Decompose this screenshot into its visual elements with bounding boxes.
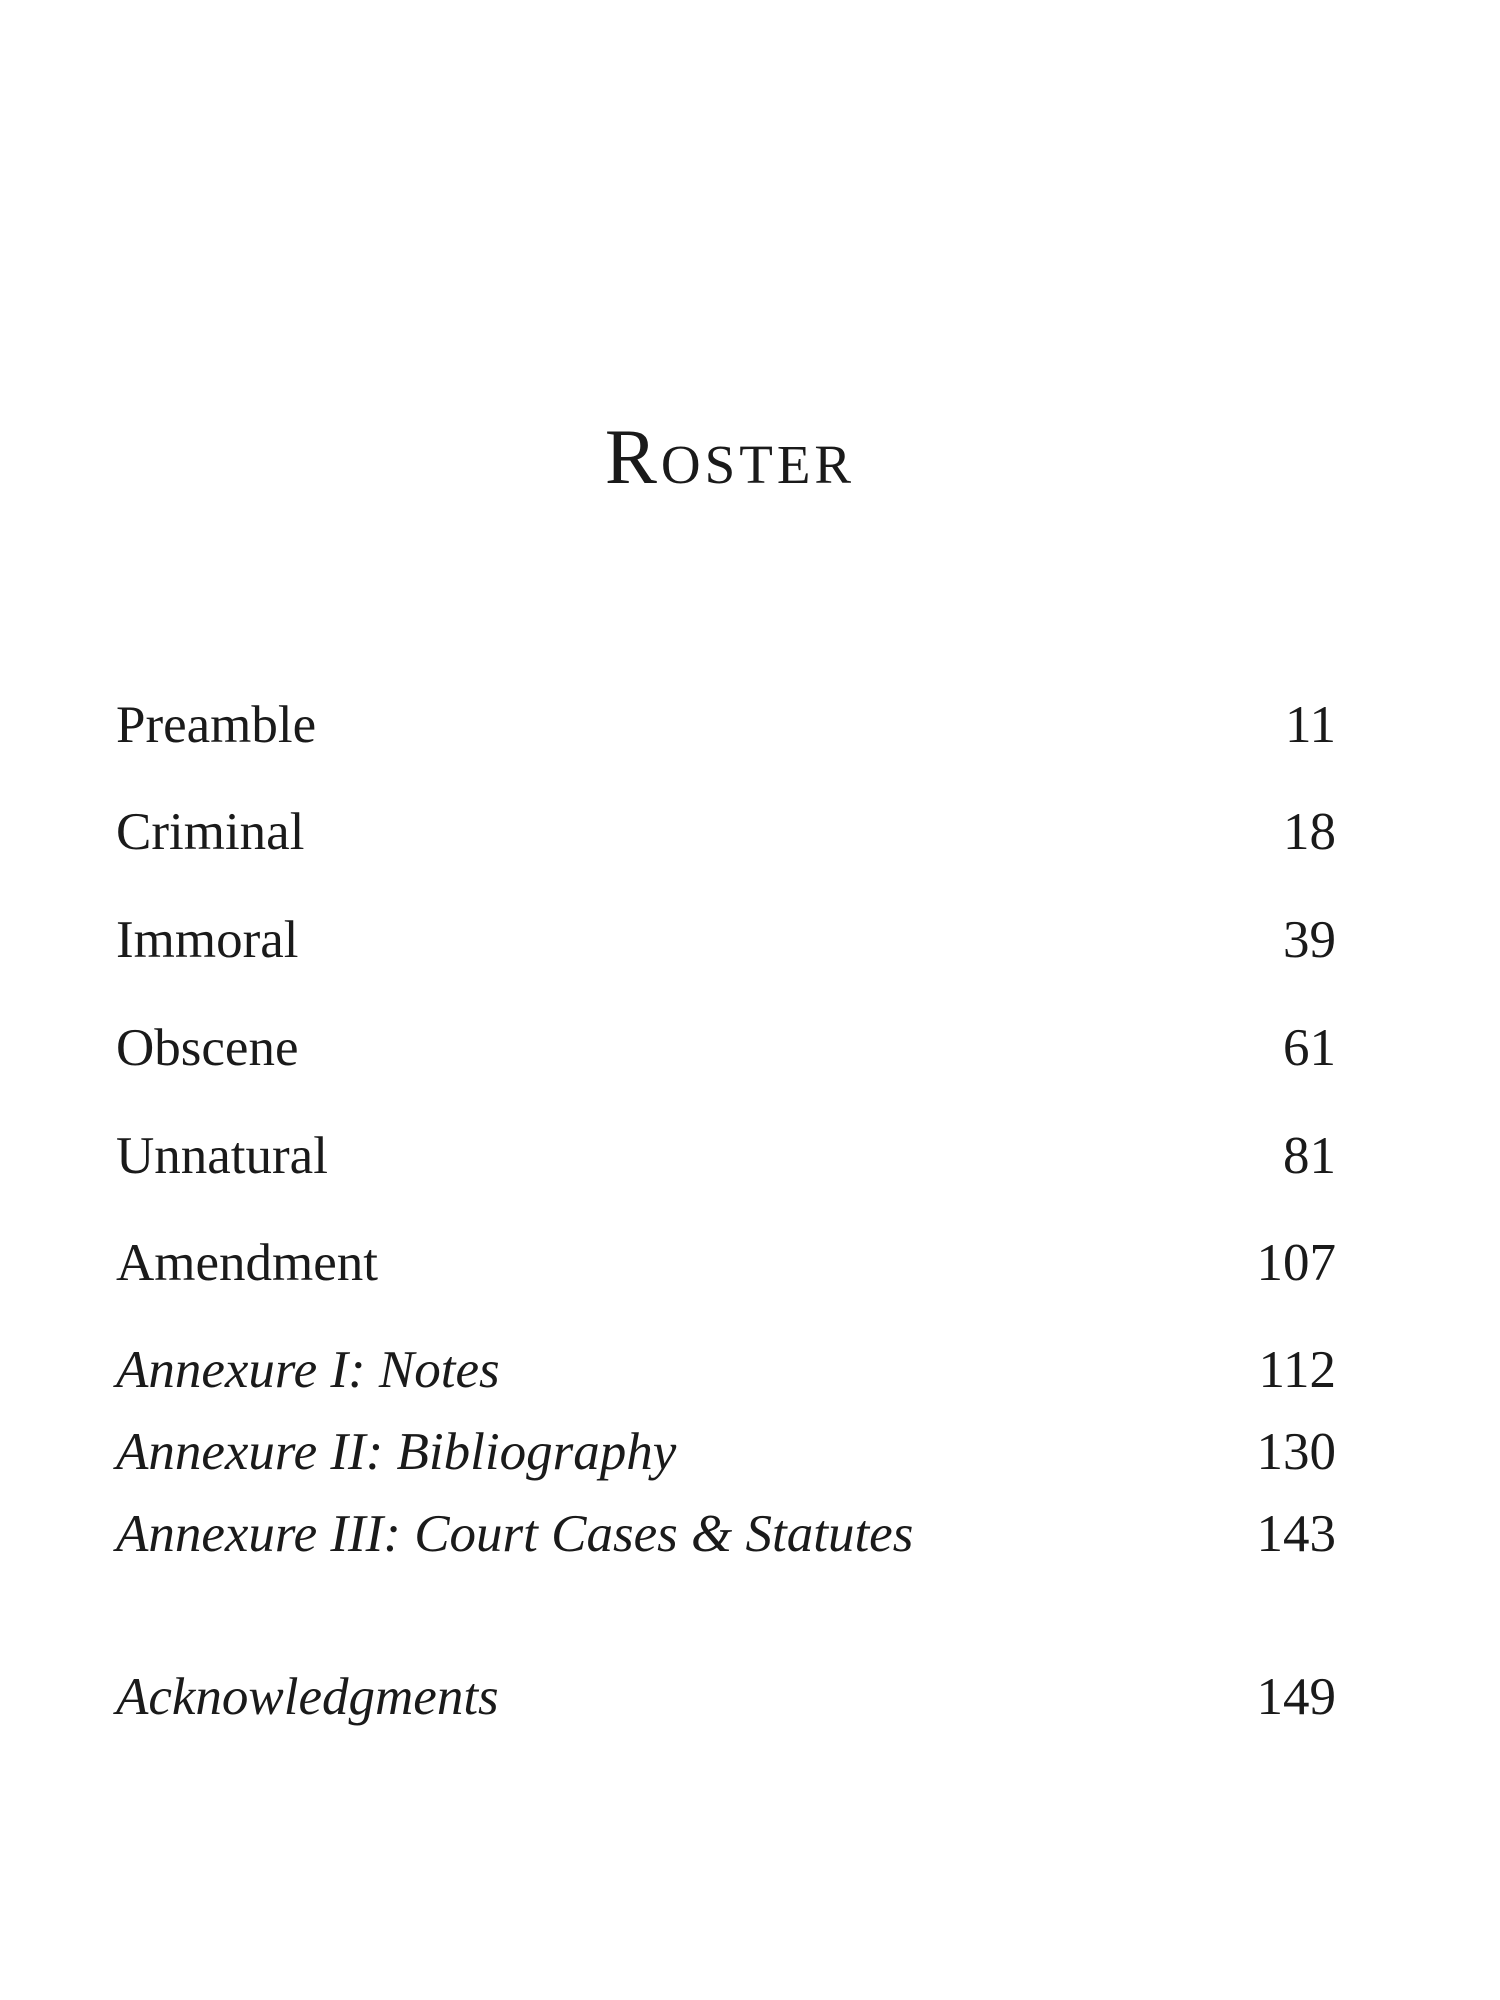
toc-entry-page: 112	[1258, 1341, 1336, 1399]
toc-entry-unnatural	[116, 1126, 1336, 1186]
toc-entry-obscene	[116, 1018, 1336, 1078]
toc-entry-label: Criminal	[116, 803, 305, 861]
page-title: Roster	[604, 413, 856, 500]
toc-entry-amendment	[116, 1233, 1336, 1293]
toc-entry-page: 11	[1284, 696, 1336, 754]
toc-entry-annexure-notes	[116, 1340, 1336, 1400]
toc-entry-page: 149	[1256, 1668, 1336, 1726]
toc-entry-label: Annexure II: Bibliography	[116, 1423, 677, 1481]
toc-entry-page: 39	[1283, 911, 1336, 969]
toc-entry-page: 81	[1283, 1127, 1336, 1185]
toc-entry-label: Amendment	[116, 1234, 378, 1292]
toc-entry-annexure-bibliography	[116, 1422, 1336, 1482]
toc-entry-label: Immoral	[116, 911, 299, 969]
toc-entry-label: Obscene	[116, 1019, 299, 1077]
toc-entry-label: Unnatural	[116, 1127, 328, 1185]
toc-entry-page: 61	[1283, 1019, 1336, 1077]
toc-entry-label: Annexure I: Notes	[116, 1341, 500, 1399]
toc-entry-acknowledgments	[116, 1667, 1336, 1727]
toc-entry-label: Acknowledgments	[116, 1668, 499, 1726]
toc-entry-immoral	[116, 910, 1336, 970]
toc-entry-page: 107	[1256, 1234, 1336, 1292]
toc-entry-annexure-court-cases	[116, 1504, 1336, 1564]
toc-entry-page: 143	[1256, 1505, 1336, 1563]
toc-entry-label: Annexure III: Court Cases & Statutes	[116, 1505, 914, 1563]
toc-entry-preamble	[116, 695, 1336, 755]
toc-entry-criminal	[116, 802, 1336, 862]
toc-entry-page: 130	[1256, 1423, 1336, 1481]
toc-entry-label: Preamble	[116, 696, 317, 754]
toc-entry-page: 18	[1283, 803, 1336, 861]
